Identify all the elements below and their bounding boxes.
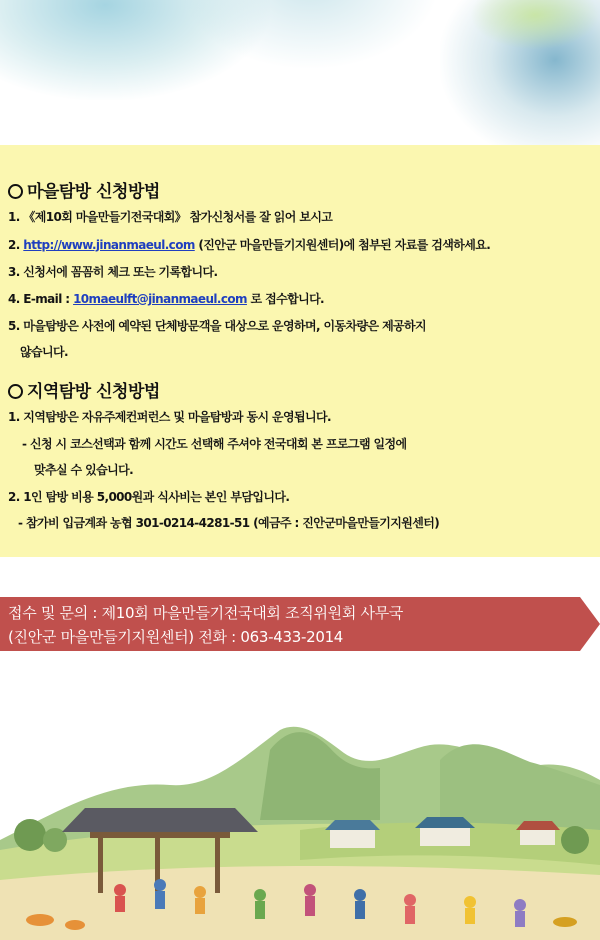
section2-item-1: 1. 지역탐방은 자유주제컨퍼런스 및 마을탐방과 동시 운영됩니다. (8, 410, 331, 424)
website-link[interactable]: http://www.jinanmaeul.com (23, 238, 195, 252)
email-link[interactable]: 10maeulft@jinanmaeul.com (73, 292, 247, 306)
section2-item-2-sub: - 참가비 입금계좌 농협 301-0214-4281-51 (예금주 : 진안군마을만들기지원센터) (18, 516, 440, 530)
section1-item-4: 4. E-mail : 10maeulft@jinanmaeul.com 로 접수합니다. (8, 292, 325, 306)
section1-item-1: 1. 《제10회 마을만들기전국대회》 참가신청서를 잘 읽어 보시고 (8, 210, 333, 224)
section2-item-1-sub1: - 신청 시 코스선택과 함께 시간도 선택해 주셔야 전국대회 본 프로그램 일정에 (22, 437, 407, 451)
section1-item-3: 3. 신청서에 꼼꼼히 체크 또는 기록합니다. (8, 265, 218, 279)
section2-title: 지역탐방 신청방법 (8, 377, 160, 402)
section1-item-5: 5. 마을탐방은 사전에 예약된 단체방문객을 대상으로 운영하며, 이동차량은 제공하지 (8, 319, 427, 333)
contact-banner (0, 597, 600, 651)
section2-item-2: 2. 1인 탐방 비용 5,000원과 식사비는 본인 부담입니다. (8, 490, 290, 504)
section2-item-1-sub2: 맞추실 수 있습니다. (34, 463, 134, 477)
application-info-box (0, 145, 600, 557)
village-illustration (0, 690, 600, 940)
section1-title: 마을탐방 신청방법 (8, 177, 160, 202)
circle-bullet-icon (8, 384, 23, 399)
contact-line-1: 접수 및 문의 : 제10회 마을만들기전국대회 조직위원회 사무국 (8, 604, 404, 622)
section1-item-5-cont: 않습니다. (20, 345, 68, 359)
section1-item-2: 2. http://www.jinanmaeul.com (진안군 마을만들기지원센터)에 첨부된 자료를 검색하세요. (8, 238, 491, 252)
contact-line-2: (진안군 마을만들기지원센터) 전화 : 063-433-2014 (8, 628, 344, 646)
watercolor-sky-decoration (0, 0, 600, 145)
circle-bullet-icon (8, 184, 23, 199)
